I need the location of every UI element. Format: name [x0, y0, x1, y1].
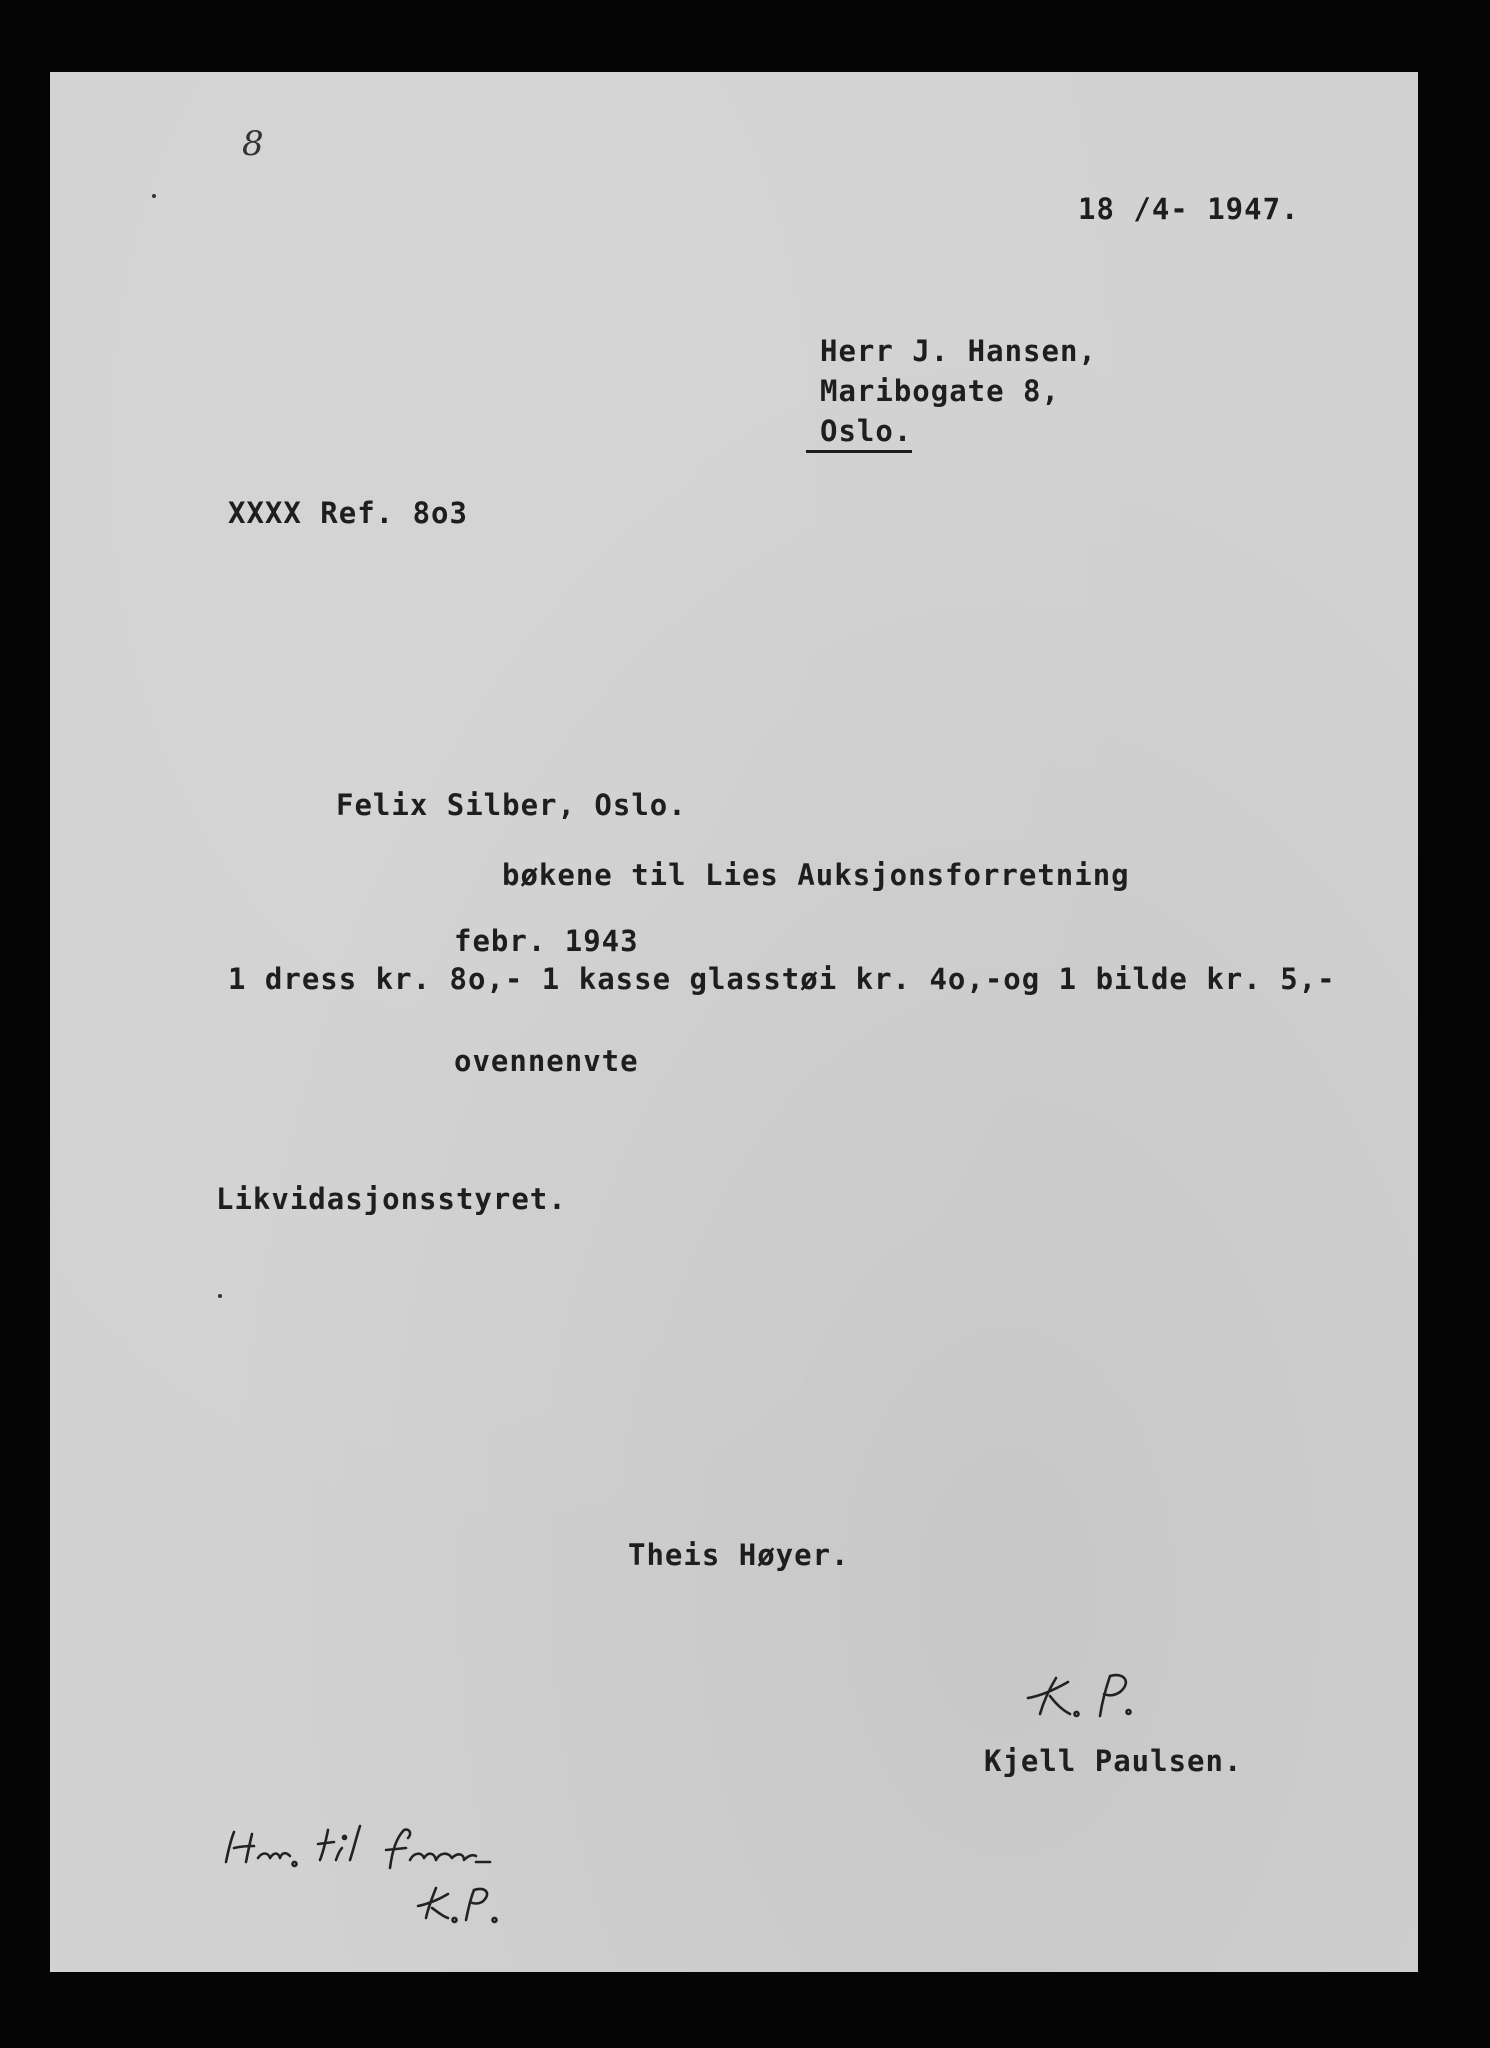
signatory-kjell-paulsen: Kjell Paulsen.: [984, 1744, 1243, 1778]
body-line-2: febr. 1943: [454, 924, 639, 958]
letter-date: 18 /4- 1947.: [1078, 192, 1300, 226]
organization-name: Likvidasjonsstyret.: [216, 1182, 567, 1216]
recipient-city: Oslo.: [806, 414, 912, 453]
speck: [218, 1294, 222, 1298]
reference-number: XXXX Ref. 8o3: [228, 496, 468, 530]
body-line-1: bøkene til Lies Auksjonsforretning: [502, 858, 1130, 892]
corner-mark: 8: [242, 124, 264, 164]
handwritten-note-graphic: [220, 1822, 540, 1942]
recipient-name: Herr J. Hansen,: [820, 334, 1097, 368]
recipient-street: Maribogate 8,: [820, 374, 1060, 408]
speck: [152, 194, 156, 198]
signatory-theis-hoyer: Theis Høyer.: [628, 1538, 850, 1572]
body-line-4: ovennenvte: [454, 1044, 639, 1078]
document-page: [50, 72, 1418, 1972]
initials-signature-graphic: [1020, 1666, 1170, 1736]
subject-line: Felix Silber, Oslo.: [336, 788, 687, 822]
body-line-3: 1 dress kr. 8o,- 1 kasse glasstøi kr. 4o,-og 1 bilde kr. 5,-: [228, 962, 1336, 996]
